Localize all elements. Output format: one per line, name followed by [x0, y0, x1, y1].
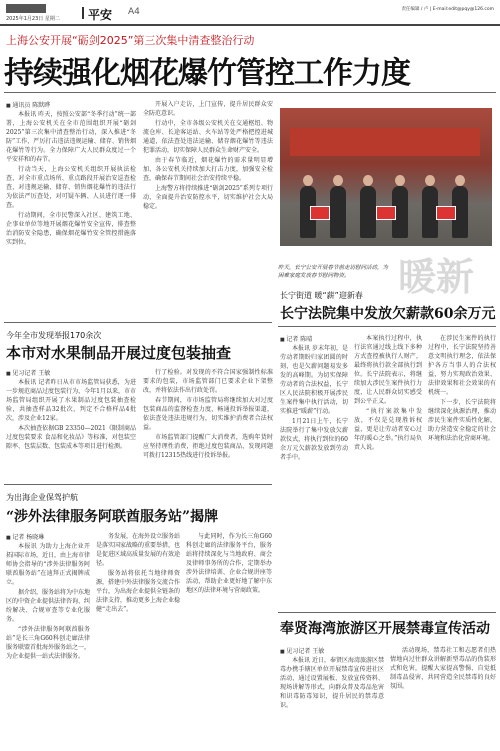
- article3-byline: ■ 记者 杨晓琳: [6, 532, 44, 541]
- article2-paragraph: 春节期间，市市场监管局将继续加大对过度包装商品的监督检查力度，畅通投诉举报渠道，依法查处违法违规行为，切实维护消费者合法权益。: [143, 397, 273, 431]
- lead-paragraph: 上海警方将持续推进“砺剑2025”系列专项行动，全面提升治安防控水平，切实维护社会大局稳定。: [143, 185, 273, 210]
- editor-line: 责任编辑 / 卢 | E-mail:edit@pqy@126.com: [401, 7, 494, 12]
- lead-column-2: [143, 100, 273, 318]
- article3-column-1: [6, 542, 90, 746]
- headline-rule: [4, 92, 496, 93]
- article3-column-3: [186, 532, 272, 746]
- photo-board: [376, 206, 396, 220]
- lead-paragraph: 行动中，全市各级公安机关在交通枢纽、物流仓库、长途客运站、火车站等处严格把控进城通道，依法查处违法运输、储存烟花爆竹等违法犯罪活动，切实保障人民群众生命财产安全。: [143, 120, 273, 154]
- section-name: 平安: [88, 8, 113, 22]
- article4-column-2: [354, 334, 422, 604]
- article2-paragraph: 行了检验。对发现的不符合国家强制性标准要求的包装，市场监管部门已要求企业下架整改，并将依法作出行政处罚。: [143, 369, 273, 394]
- article3-paragraph: 与此同时，作为长三角G60科创走廊的法律服务平台，服务站将持续深化与当地政府、商会及律师事务所的合作，定期举办涉外法律培训、企业合规讲座等活动，帮助企业更好地了解中东地区的法律环境与营商政策。: [186, 533, 272, 594]
- lead-paragraph: 开展入户走访，上门宣传，提升居民群众安全防范意识。: [143, 101, 273, 117]
- photo-board: [310, 206, 330, 220]
- lead-paragraph: 行动当天，上海公安机关组织开展执法检查，对全市重点场所、重点路段开展治安巡查检查，对违规运输、储存、销售烟花爆竹的违法行为依法严厉查处，对可疑车辆、人员进行逐一排查。: [6, 166, 136, 209]
- article2-column-2: [143, 368, 273, 478]
- photo-board: [436, 206, 456, 220]
- article4-paragraph: 在涉民生案件的执行过程中，长宁法院坚持善意文明执行理念，依法保护各方当事人的合法权益，努力实现政治效果、法律效果和社会效果的有机统一。: [428, 335, 496, 396]
- photo-banner: [290, 128, 480, 156]
- article3-paragraph: 服务站将依托当地律师资源，搭建中外法律服务交流合作平台，为出海企业提供全链条的法律支持，推动更多上海企业稳健“走出去”。: [96, 570, 180, 613]
- article3-title: “涉外法律服务阿联酋服务站”揭牌: [6, 509, 219, 525]
- article2-paragraph: 市场监管部门提醒广大消费者，选购年货时应坚持理性消费，拒绝过度包装商品，发现问题可拨打12315热线进行投诉举报。: [143, 434, 273, 459]
- article2-column-1: [6, 378, 136, 478]
- article3-paragraph: “涉外法律服务阿联酋服务站”是长三角G60科创走廊法律服务联盟首批海外服务站之一，为企业提供一站式法律服务。: [6, 626, 90, 660]
- article4-paragraph: 下一步，长宁法院将继续深化执源治理，推动涉民生案件实质性化解，助力营造安全稳定的社会环境和法治化营商环境。: [428, 399, 496, 442]
- lead-paragraph: 由于春节临近，烟花爆竹的需求量明显增加，各公安机关持续加大打击力度，加强安全检查，确保春节期间社会治安持续平稳。: [143, 157, 273, 182]
- photo-person: [330, 186, 346, 238]
- section-rule: [278, 326, 496, 327]
- page-header: [0, 0, 500, 26]
- lead-photo: [280, 108, 492, 246]
- article4-paragraph: 本案执行过程中，执行法官通过线上线下多种方式查控被执行人财产，最终将执行款全部执行到位。长宁法院表示，将继续加大涉民生案件执行力度，让人民群众切实感受到公平正义。: [354, 335, 422, 405]
- lead-kicker: 上海公安开展“砺剑2025”第三次集中清查整治行动: [6, 34, 255, 47]
- article3-paragraph: 据介绍，服务站将为中东地区的中资企业提供法律咨询、纠纷解决、合规审查等专业化服务。: [6, 589, 90, 623]
- article2-kicker: 今年全市发现举报170余次: [6, 331, 102, 340]
- lead-headline: 持续强化烟花爆竹管控工作力度: [4, 56, 410, 91]
- article5-title: 奉贤海湾旅游区开展禁毒宣传活动: [280, 621, 490, 637]
- article4-byline: ■ 记者 陈晴: [280, 334, 312, 343]
- photo-caption: 昨天，长宁公安开展春节前走访慰问活动，为困难家庭发放春节慰问物资。: [278, 265, 389, 279]
- newspaper-logo: [6, 4, 46, 13]
- article4-column-3: [428, 334, 496, 604]
- lead-paragraph: 本报讯 昨天，按照公安部“冬季行动”统一部署，上海公安机关在全市范围组织开展“砺剑2025”第三次集中清查整治行动，深入推进“冬防”工作，严厉打击违法违规运输、储存、销售烟花爆竹等行为。全力保障广大人民群众度过一个平安祥和的春节。: [6, 111, 136, 163]
- article2-paragraph: 本次抽查依据GB 23350—2021《限制商品过度包装要求 食品和化妆品》等标准，对包装空隙率、包装层数、包装成本等项目进行检测。: [6, 425, 136, 450]
- article5-paragraph: 活动现场，禁毒社工和志愿者们热情地向过往群众讲解新型毒品的伪装形式和危害，提醒大家提高警惕、自觉抵制毒品侵害，共同营造全民禁毒的良好氛围。: [390, 647, 496, 690]
- article3-kicker: 为出海企业保驾护航: [6, 493, 78, 502]
- article5-column-1: [280, 656, 384, 746]
- article4-paragraph: “执行案款集中发放，不仅是兑现胜诉权益，更是让劳动者安心过年的暖心之举。”执行局负责人说。: [354, 408, 422, 451]
- article4-paragraph: 1月21日上午，长宁法院举行了集中发放欠薪款仪式，将执行到位的60余万元欠薪款发放到劳动者手中。: [280, 418, 348, 461]
- lead-column-1: [6, 110, 136, 310]
- section-rule: [4, 322, 272, 323]
- article2-paragraph: 本报讯 记者昨日从市市场监管局获悉，为进一步规范商品过度包装行为，今年1月以来，市市场监管局组织开展了水果制品过度包装抽查检验，共抽查样品32批次，判定不合格样品4批次，涉及企业12家。: [6, 379, 136, 422]
- photo-person: [360, 186, 376, 238]
- article3-paragraph: 务发展，在海外设立服务站是落实国家战略的重要举措，也是促进区域高质量发展的有效途径。: [96, 533, 180, 567]
- article2-byline: ■ 见习记者 王敏: [6, 368, 50, 377]
- issue-date: 2025年1月23日 星期二: [6, 16, 60, 22]
- section-rule: [278, 612, 496, 613]
- article5-paragraph: 本报讯 近日，奉贤区海湾旅游区禁毒办携手辖区单位开展禁毒宣传进社区活动，通过设置展板、发放宣传资料、现场讲解等形式，向群众普及毒品危害和识毒防毒知识，提升居民的禁毒意识。: [280, 657, 384, 709]
- lead-paragraph: 行动期间，全市民警深入社区、建筑工地、企事业单位等地开展烟花爆竹安全宣传，排查整治消防安全隐患，确保烟花爆竹安全管控措施落实到位。: [6, 212, 136, 246]
- article4-title: 长宁法院集中发放欠薪款60余万元: [280, 306, 496, 322]
- article2-title: 本市对水果制品开展过度包装抽查: [6, 344, 232, 362]
- article5-column-2: [390, 646, 496, 746]
- page-number: A4: [128, 7, 140, 17]
- article3-column-2: [96, 532, 180, 746]
- article3-paragraph: 本报讯 为助力上海企业开拓国际市场，近日，由上海市律师协会指导的“涉外法律服务阿联酋服务站”在迪拜正式揭牌成立。: [6, 543, 90, 586]
- article4-kicker: 长宁街道 暖“薪”迎新春: [280, 291, 363, 300]
- section-rule: [4, 484, 272, 485]
- decorative-warm-text: 暖新: [398, 255, 475, 299]
- article4-paragraph: 本报讯 岁末年初，是劳动者期盼归家团圆的时刻，也是欠薪问题易发多发的高峰期。为切实保障劳动者的合法权益，长宁区人民法院积极开展涉民生案件集中执行活动，切实推进“暖薪”行动。: [280, 345, 348, 415]
- article5-byline: ■ 见习记者 王敏: [280, 646, 324, 655]
- article4-column-1: [280, 344, 348, 604]
- lead-byline: ■ 通讯员 陈默晔: [6, 100, 50, 109]
